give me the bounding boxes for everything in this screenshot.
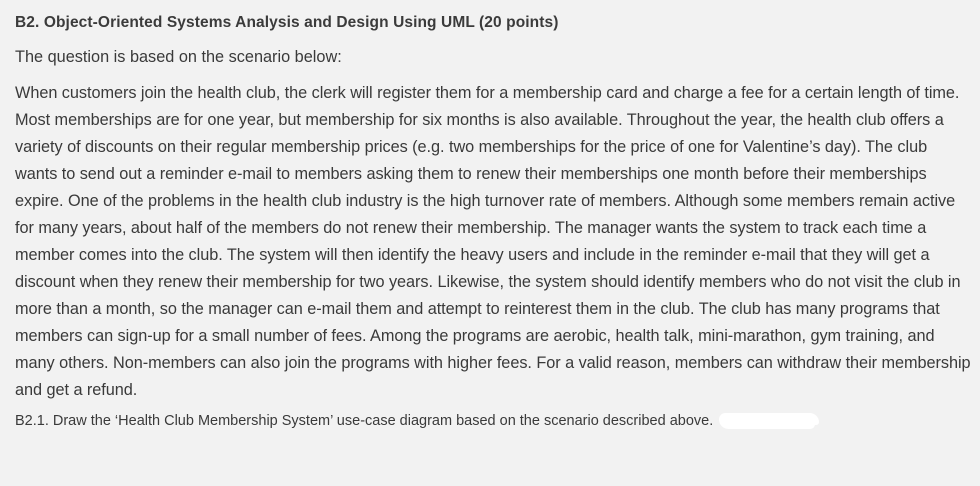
- question-line: [15, 410, 964, 432]
- intro-text: The question is based on the scenario below:: [15, 48, 342, 66]
- question-text: B2.1. Draw the ‘Health Club Membership System’ use-case diagram based on the scenario described above.: [15, 413, 714, 429]
- section-title: B2. Object-Oriented Systems Analysis and Design Using UML (20 points): [15, 14, 559, 31]
- scenario-paragraph: When customers join the health club, the clerk will register them for a membership card and charge a fee for a certain length of time. Most memberships are for one year, but membership for six months is also available. Throughout the year, the health club offers a variety of discounts on their regular membership prices (e.g. two memberships for the price of one for Valentine’s day). The club wants to send out a reminder e-mail to members asking them to renew their memberships one month before their memberships expire. One of the problems in the health club industry is the high turnover rate of members. Although some members remain active for many years, about half of the members do not renew their membership. The manager wants the system to track each time a member comes into the club. The system will then identify the heavy users and include in the reminder e-mail that they will get a discount when they renew their membership for two years. Likewise, the system should identify members who do not visit the club in more than a month, so the manager can e-mail them and attempt to reinterest them in the club. The club has many programs that members can sign-up for a small number of fees. Among the programs are aerobic, health talk, mini-marathon, gym training, and many others. Non-members can also join the programs with higher fees. For a valid reason, members can withdraw their membership and get a refund.: [15, 84, 971, 399]
- redaction-mark: [719, 413, 815, 429]
